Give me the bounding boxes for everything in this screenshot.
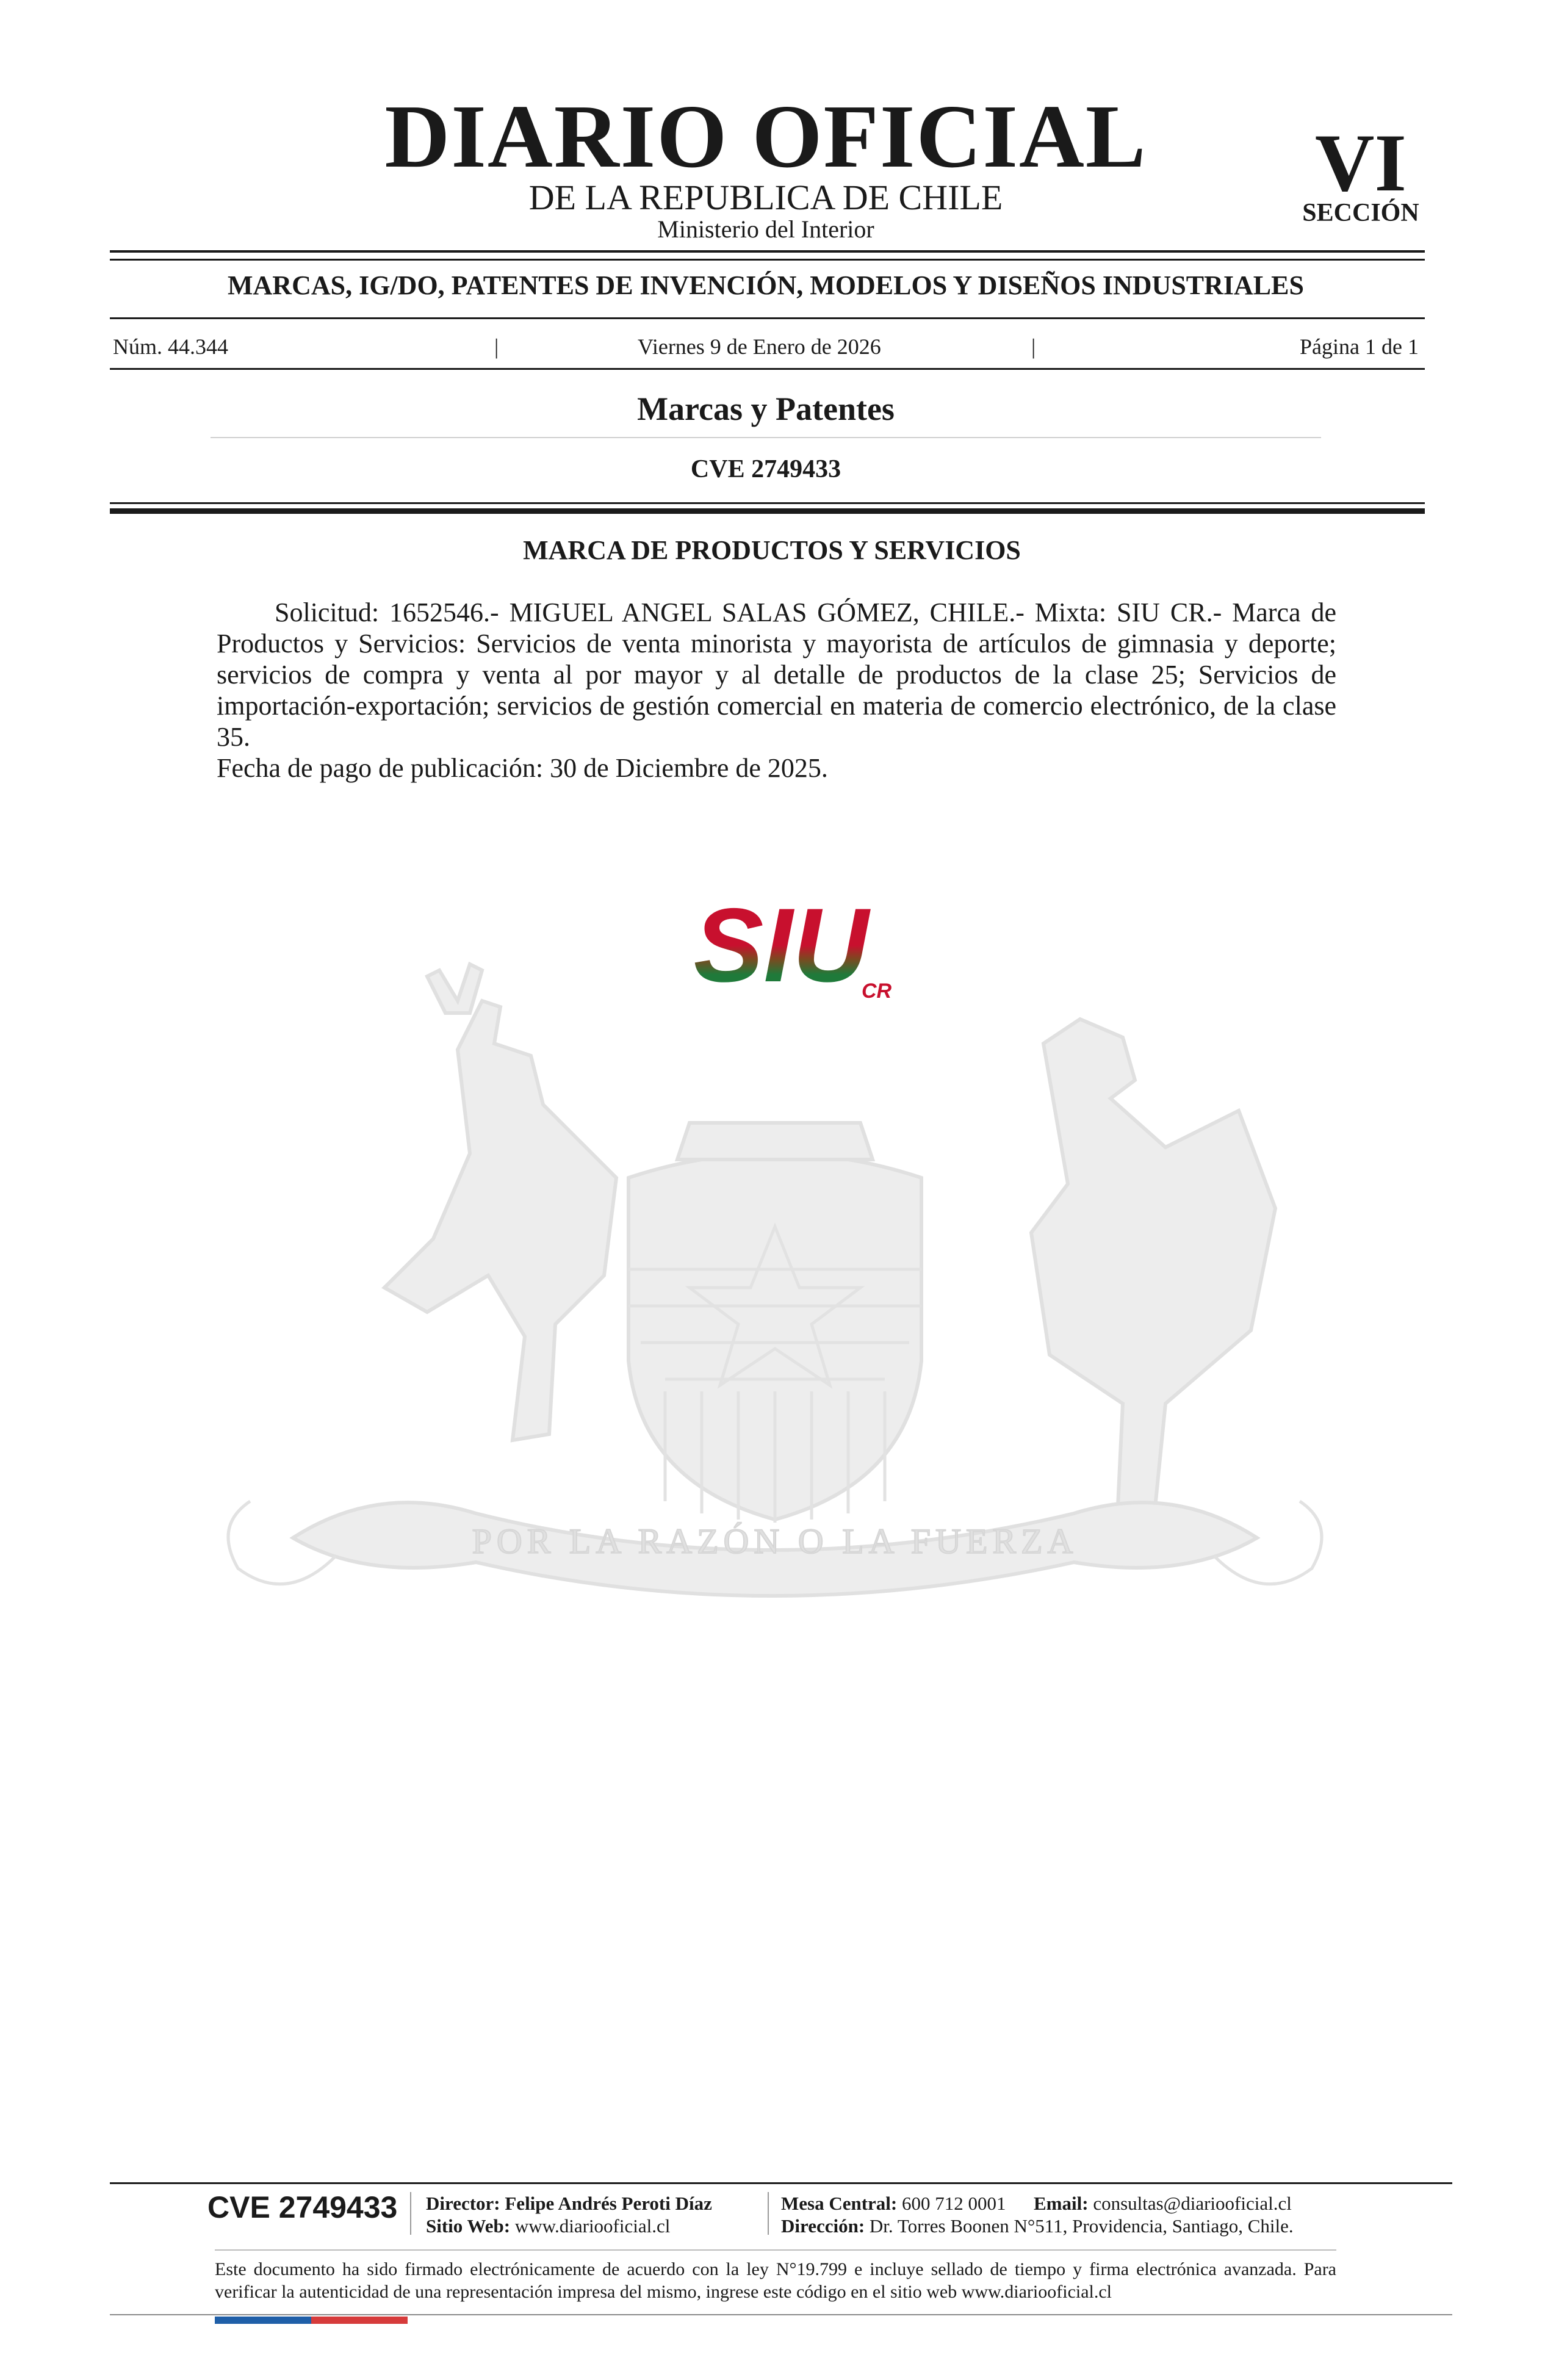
- section-heading: MARCAS, IG/DO, PATENTES DE INVENCIÓN, MODELOS Y DISEÑOS INDUSTRIALES: [228, 270, 1304, 300]
- director-label: Director:: [426, 2193, 500, 2214]
- footer-separator-2: [768, 2192, 769, 2235]
- cve-rule-thick: [110, 508, 1425, 514]
- logo-sub-text: CR: [862, 979, 892, 1003]
- document-heading: MARCA DE PRODUCTOS Y SERVICIOS: [523, 535, 1021, 565]
- footer-notice: Este documento ha sido firmado electrónicamente de acuerdo con la ley N°19.799 e incluye sellado de tiempo y firma electrónica avanzada. Para verificar la autenticidad de una representación impresa del mismo, ingrese este código en el sitio web www.diariooficial.cl: [215, 2259, 1336, 2302]
- footer-separator-1: [410, 2192, 411, 2235]
- section-label: SECCIÓN: [1302, 199, 1419, 227]
- issue-separator-left: |: [494, 334, 499, 359]
- issue-date: Viernes 9 de Enero de 2026: [638, 334, 881, 359]
- watermark-motto: POR LA RAZÓN O LA FUERZA: [472, 1521, 1078, 1561]
- director-name: Felipe Andrés Peroti Díaz: [505, 2193, 712, 2214]
- masthead-title: DIARIO OFICIAL: [384, 87, 1147, 187]
- phone-label: Mesa Central:: [781, 2193, 898, 2214]
- section-number: VI: [1314, 118, 1407, 209]
- website-link[interactable]: www.diariooficial.cl: [514, 2215, 671, 2237]
- footer-rule-bottom: [110, 2314, 1452, 2315]
- issue-rule-bottom: [110, 368, 1425, 370]
- footer-director-block: [426, 2192, 712, 2237]
- masthead-rule-bottom: [110, 259, 1425, 261]
- address-text: Dr. Torres Boonen N°511, Providencia, Santiago, Chile.: [869, 2215, 1294, 2237]
- category-divider: [211, 437, 1321, 438]
- issue-separator-right: |: [1031, 334, 1036, 359]
- phone-number: 600 712 0001: [902, 2193, 1006, 2214]
- footer-cve: CVE 2749433: [207, 2190, 398, 2224]
- address-label: Dirección:: [781, 2215, 865, 2237]
- masthead-subtitle: DE LA REPUBLICA DE CHILE: [528, 178, 1003, 217]
- issue-page: Página 1 de 1: [1300, 334, 1419, 359]
- website-label: Sitio Web:: [426, 2215, 511, 2237]
- footer-contact-block: [781, 2192, 1294, 2237]
- issue-rule-top: [110, 317, 1425, 319]
- category-title: Marcas y Patentes: [637, 391, 895, 427]
- brand-logo: [635, 885, 927, 1044]
- document-body: [217, 597, 1336, 784]
- email-link[interactable]: consultas@diariooficial.cl: [1093, 2193, 1292, 2214]
- email-label: Email:: [1034, 2193, 1089, 2214]
- cve-code: CVE 2749433: [690, 455, 841, 483]
- flag-stripe-blue: [215, 2317, 311, 2324]
- coat-of-arms-watermark: [201, 940, 1349, 1660]
- logo-main-text: SIU: [693, 887, 869, 1004]
- siu-logo-image: [635, 885, 927, 1044]
- payment-date: Fecha de pago de publicación: 30 de Diciembre de 2025.: [217, 753, 828, 783]
- cve-rule-thin: [110, 502, 1425, 504]
- issue-number: Núm. 44.344: [113, 334, 228, 359]
- footer-divider: [215, 2249, 1336, 2251]
- document-body-text: Solicitud: 1652546.- MIGUEL ANGEL SALAS GÓMEZ, CHILE.- Mixta: SIU CR.- Marca de Productos y Servicios: Servicios de venta minorista y mayorista de artículos de gimnasia y deporte; servicios de compra y venta al por mayor y al detalle de productos de la clase 25; Servicios de importación-exportación; servicios de gestión comercial en materia de comercio electrónico, de la clase 35.: [217, 597, 1336, 752]
- masthead-rule-top: [110, 250, 1425, 253]
- masthead-ministry: Ministerio del Interior: [657, 215, 874, 243]
- flag-stripe-red: [311, 2317, 408, 2324]
- footer-rule-top: [110, 2182, 1452, 2184]
- issue-row: [113, 336, 1419, 360]
